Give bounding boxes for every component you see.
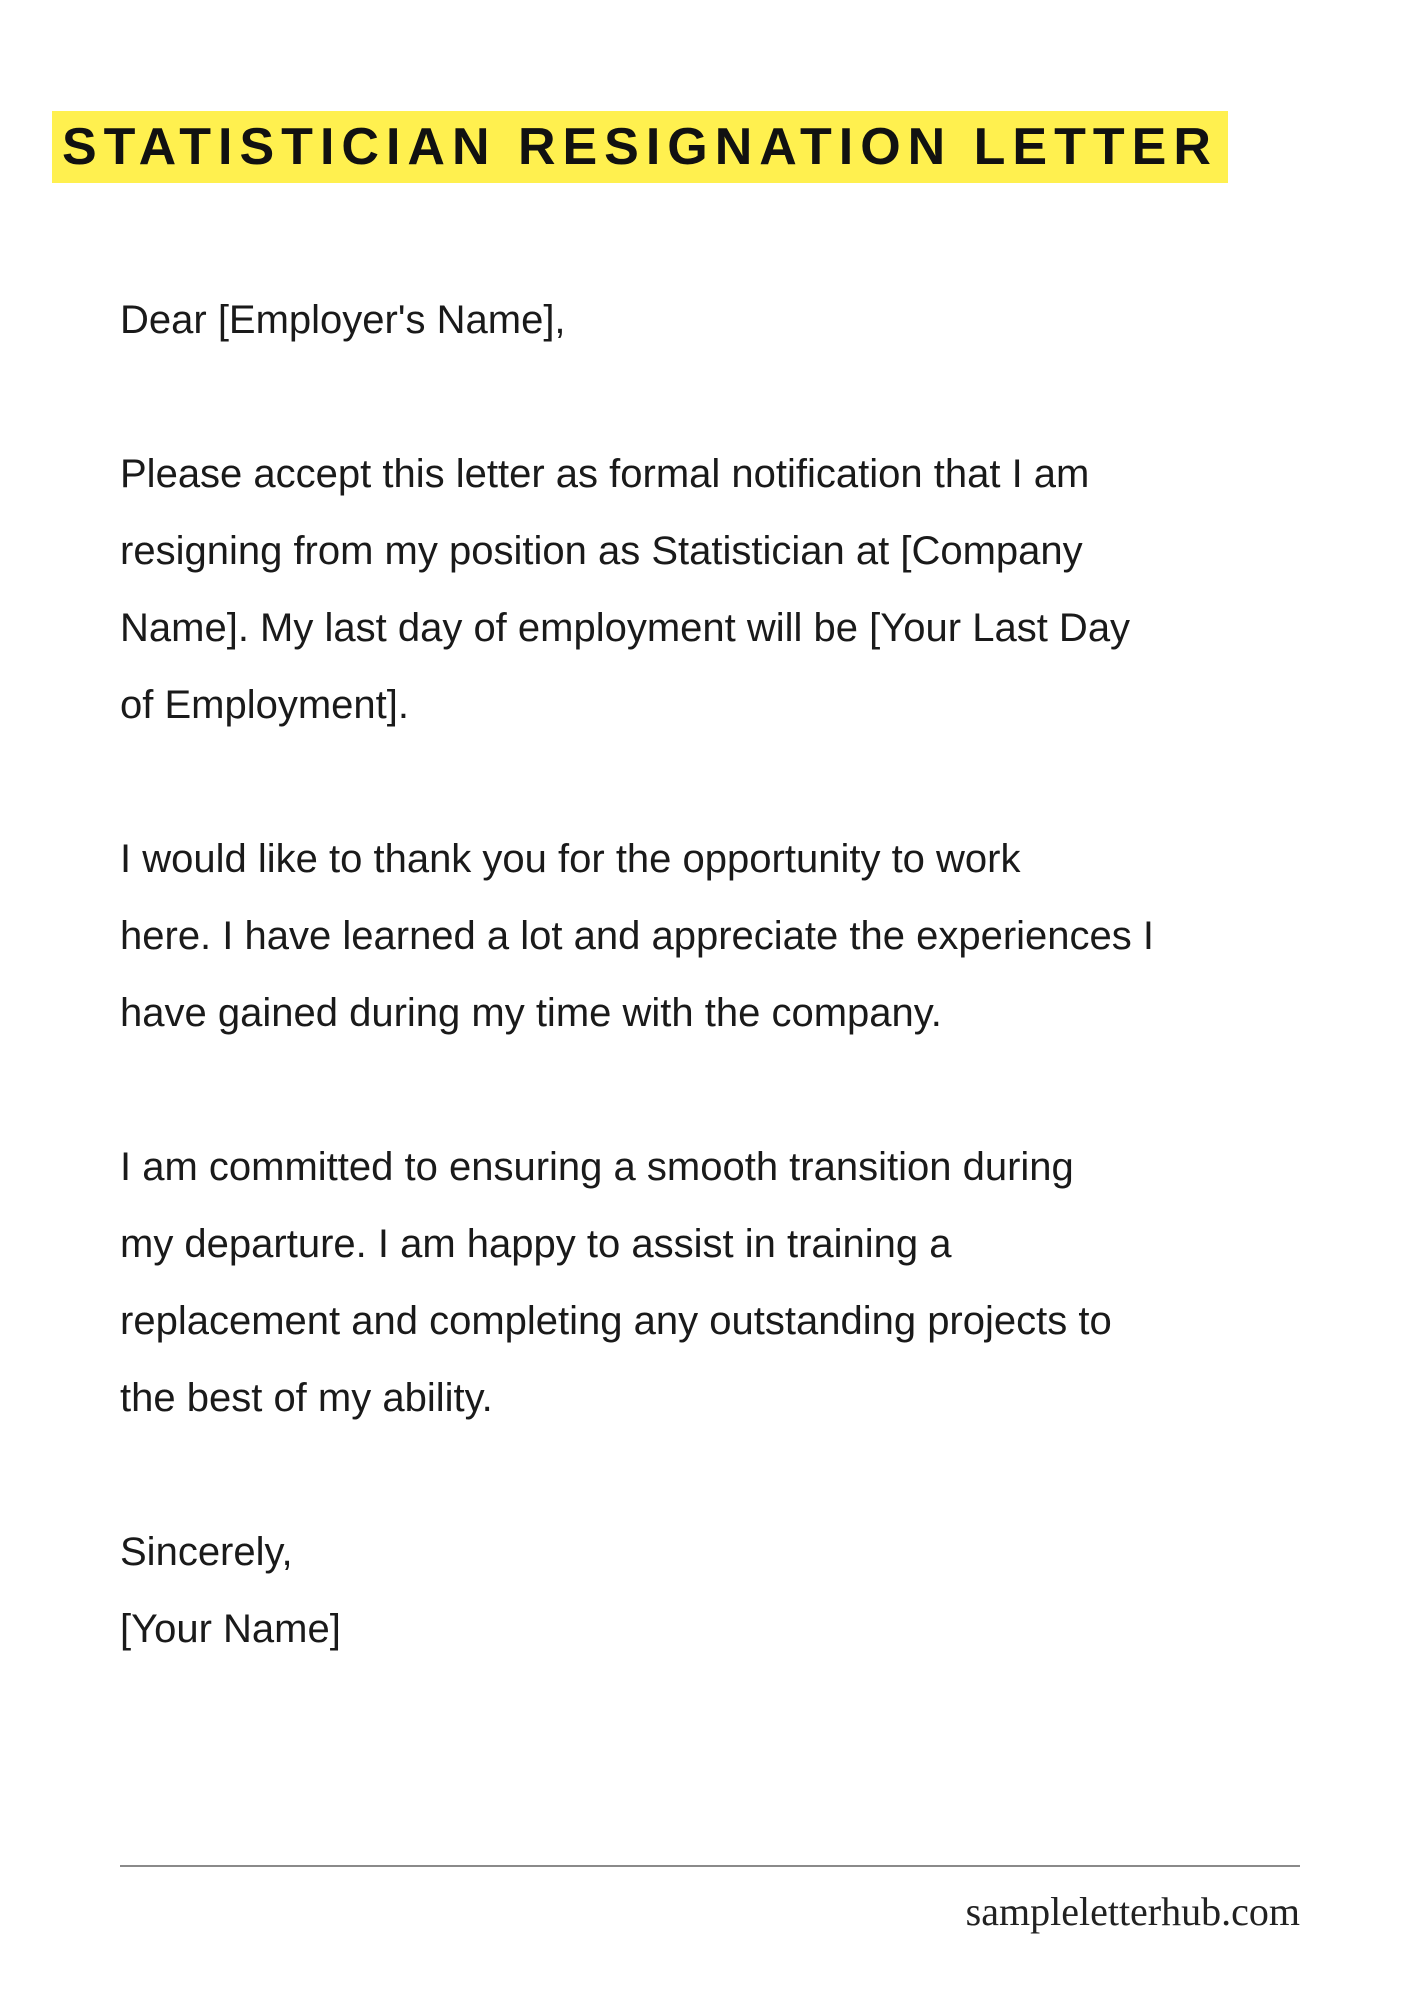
paragraph-gap [120, 744, 1370, 821]
page-title: STATISTICIAN RESIGNATION LETTER [62, 118, 1218, 176]
paragraph-line: I would like to thank you for the opportunity to work [120, 837, 1021, 881]
paragraph-line: my departure. I am happy to assist in training a [120, 1222, 952, 1266]
closing: Sincerely, [120, 1530, 293, 1574]
paragraph-3 [120, 1129, 1370, 1437]
paragraph-gap [120, 1052, 1370, 1129]
paragraph-line: replacement and completing any outstanding projects to [120, 1299, 1112, 1343]
footer-divider [120, 1865, 1300, 1867]
paragraph-1 [120, 436, 1370, 744]
title-highlight [52, 111, 1228, 183]
paragraph-line: the best of my ability. [120, 1376, 493, 1420]
paragraph-line: Name]. My last day of employment will be [Your Last Day [120, 606, 1131, 650]
paragraph-2 [120, 821, 1370, 1052]
paragraph-gap [120, 1437, 1370, 1514]
signature-name: [Your Name] [120, 1607, 341, 1651]
paragraph-line: Please accept this letter as formal notification that I am [120, 452, 1090, 496]
paragraph-line: resigning from my position as Statistician at [Company [120, 529, 1083, 573]
paragraph-line: of Employment]. [120, 683, 410, 727]
letter-body [120, 282, 1370, 1668]
salutation: Dear [Employer's Name], [120, 298, 566, 342]
paragraph-line: here. I have learned a lot and appreciate the experiences I [120, 914, 1155, 958]
footer-site-link[interactable]: sampleletterhub.com [965, 1889, 1300, 1934]
paragraph-line: have gained during my time with the company. [120, 991, 942, 1035]
paragraph-gap [120, 359, 1370, 436]
paragraph-line: I am committed to ensuring a smooth transition during [120, 1145, 1074, 1189]
